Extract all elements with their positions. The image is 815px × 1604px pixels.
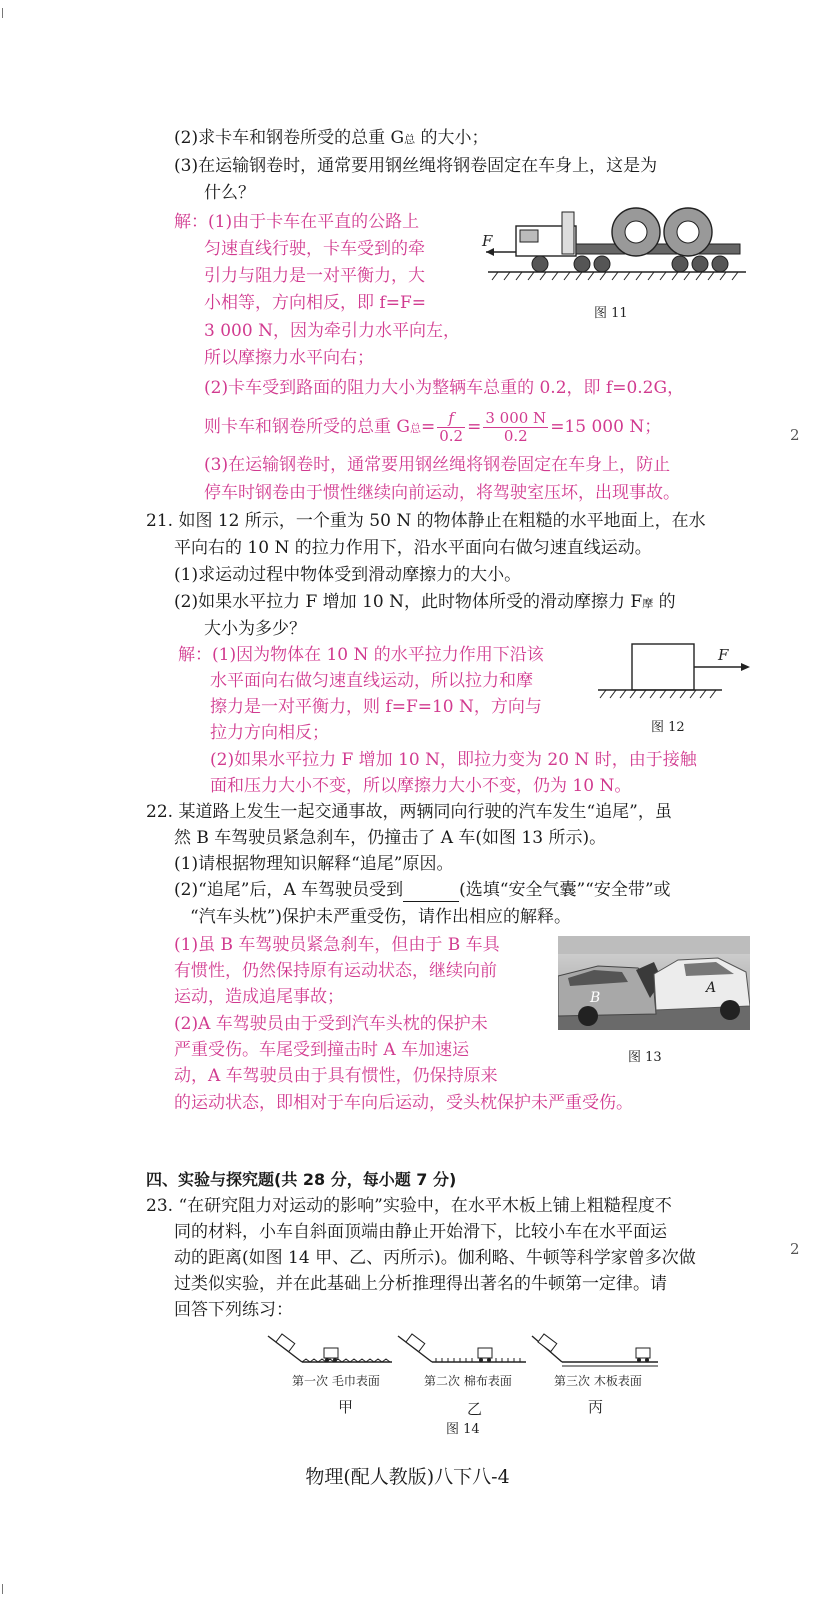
sub-figure-yi: 乙 xyxy=(467,1400,483,1418)
q21-answer-line3: 擦力是一对平衡力，则 f=F=10 N，方向与 xyxy=(210,697,542,717)
trial2-label: 第二次 棉布表面 xyxy=(424,1374,512,1388)
truck-figure xyxy=(478,204,753,294)
q22-line2: 然 B 车驾驶员紧急刹车，仍撞击了 A 车(如图 13 所示)。 xyxy=(174,828,607,848)
fraction-f-over-0.2: $\frac{f}{0.2}$ xyxy=(439,409,464,445)
fig14-caption: 图 14 xyxy=(446,1422,480,1437)
q20-part3-line2: 什么？ xyxy=(204,183,255,203)
fig13-caption: 图 13 xyxy=(628,1050,662,1065)
q21-line1: 21. 如图 12 所示，一个重为 50 N 的物体静止在粗糙的水平地面上，在水 xyxy=(146,511,706,531)
q21-line2: 平向右的 10 N 的拉力作用下，沿水平面向右做匀速直线运动。 xyxy=(174,538,652,558)
crop-mark-top xyxy=(2,8,3,18)
q21-answer-line2: 水平面向右做匀速直线运动，所以拉力和摩 xyxy=(210,671,533,691)
q20-part3-line1: (3)在运输钢卷时，通常要用钢丝绳将钢卷固定在车身上，这是为 xyxy=(174,156,658,176)
q22-part2-line2: “汽车头枕”)保护未严重受伤，请作出相应的解释。 xyxy=(190,907,572,927)
car-a-label: A xyxy=(706,980,717,996)
q20-answer-line2: 匀速直线行驶，卡车受到的牵 xyxy=(204,239,425,259)
crop-mark-bottom xyxy=(2,1584,3,1594)
q22-answer-line7: 的运动状态，即相对于车向后运动，受头枕保护未严重受伤。 xyxy=(174,1093,633,1113)
q20-answer-line9: (3)在运输钢卷时，通常要用钢丝绳将钢卷固定在车身上，防止 xyxy=(204,455,671,475)
ramp-figure xyxy=(264,1326,664,1372)
sub-figure-bing: 丙 xyxy=(588,1398,604,1416)
page-footer: 物理(配人教版)八下八-4 xyxy=(305,1466,510,1488)
q22-part1: (1)请根据物理知识解释“追尾”原因。 xyxy=(174,854,454,874)
q20-answer-line6: 所以摩擦力水平向右； xyxy=(204,348,374,368)
q20-answer-line10: 停车时钢卷由于惯性继续向前运动，将驾驶室压坏，出现事故。 xyxy=(204,483,680,503)
fig12-caption: 图 12 xyxy=(651,720,685,735)
q22-line1: 22. 某道路上发生一起交通事故，两辆同向行驶的汽车发生“追尾”，虽 xyxy=(146,802,672,822)
q23-line3: 动的距离(如图 14 甲、乙、丙所示)。伽利略、牛顿等科学家曾多次做 xyxy=(174,1248,696,1268)
q21-answer-line4: 拉力方向相反； xyxy=(210,723,329,743)
trial3-label: 第三次 木板表面 xyxy=(554,1374,642,1388)
q20-answer-line3: 引力与阻力是一对平衡力，大 xyxy=(204,266,425,286)
q22-answer-line6: 动，A 车驾驶员由于具有惯性，仍保持原来 xyxy=(174,1066,498,1086)
fig11-force-label: F xyxy=(482,232,493,250)
trailer-bed xyxy=(576,244,740,254)
q21-answer-line6: 面和压力大小不变，所以摩擦力大小不变，仍为 10 N。 xyxy=(210,776,632,796)
ramp-trial-2 xyxy=(398,1334,526,1362)
sub-figure-jia: 甲 xyxy=(338,1398,354,1416)
ramp-trial-3 xyxy=(532,1334,658,1366)
q22-answer-line3: 运动，造成追尾事故； xyxy=(174,987,344,1007)
q20-answer-line5: 3 000 N，因为牵引力水平向左， xyxy=(204,321,460,341)
q23-line4: 过类似实验，并在此基础上分析推理得出著名的牛顿第一定律。请 xyxy=(174,1274,667,1294)
q22-answer-line2: 有惯性，仍然保持原有运动状态，继续向前 xyxy=(174,961,497,981)
ramp-trial-1 xyxy=(268,1334,392,1362)
q23-line5: 回答下列练习： xyxy=(174,1300,293,1320)
q20-answer-line1: 解：(1)由于卡车在平直的公路上 xyxy=(174,212,420,232)
q20-answer-line7: (2)卡车受到路面的阻力大小为整辆车总重的 0.2，即 f=0.2G， xyxy=(204,378,685,398)
fig11-caption: 图 11 xyxy=(594,306,628,321)
block xyxy=(632,644,694,690)
q22-part2: (2)“追尾”后，A 车驾驶员受到 (选填“安全气囊”“安全带”或 xyxy=(174,880,671,900)
q23-line1: 23. “在研究阻力对运动的影响”实验中，在水平木板上铺上粗糙程度不 xyxy=(146,1196,672,1216)
q20-answer-line4: 小相等，方向相反，即 f=F= xyxy=(204,293,426,313)
q20-answer-line8: 则卡车和钢卷所受的总重 G总= $\frac{f}{0.2}$ = $\frac{3 000 N}{0.2}$ =15 000 N； xyxy=(204,409,662,445)
trial1-label: 第一次 毛巾表面 xyxy=(292,1374,380,1388)
block-figure xyxy=(596,640,756,710)
q22-answer-line4: (2)A 车驾驶员由于受到汽车头枕的保护未 xyxy=(174,1014,488,1034)
q22-answer-line5: 严重受伤。车尾受到撞击时 A 车加速运 xyxy=(174,1040,470,1060)
edge-mark-2: 2 xyxy=(790,1240,800,1258)
fig12-force-label: F xyxy=(718,646,729,664)
q22-answer-line1: (1)虽 B 车驾驶员紧急刹车，但由于 B 车具 xyxy=(174,935,500,955)
car-b-label: B xyxy=(590,990,601,1006)
q21-part2: (2)如果水平拉力 F 增加 10 N，此时物体所受的滑动摩擦力 F摩 的 xyxy=(174,592,676,612)
q21-part1: (1)求运动过程中物体受到滑动摩擦力的大小。 xyxy=(174,565,522,585)
crash-photo xyxy=(558,936,750,1030)
q21-part2-line2: 大小为多少？ xyxy=(204,619,306,639)
answer-blank[interactable] xyxy=(403,883,459,902)
fraction-3000-over-0.2: $\frac{3 000 N}{0.2}$ xyxy=(485,409,547,445)
q20-part2: (2)求卡车和钢卷所受的总重 G总 的大小； xyxy=(174,128,489,148)
q23-line2: 同的材料，小车自斜面顶端由静止开始滑下，比较小车在水平面运 xyxy=(174,1222,667,1242)
section4-title: 四、实验与探究题(共 28 分，每小题 7 分) xyxy=(146,1170,457,1189)
q21-answer-line1: 解：(1)因为物体在 10 N 的水平拉力作用下沿该 xyxy=(178,645,544,665)
edge-mark-1: 2 xyxy=(790,426,800,444)
q21-answer-line5: (2)如果水平拉力 F 增加 10 N，即拉力变为 20 N 时，由于接触 xyxy=(210,750,697,770)
